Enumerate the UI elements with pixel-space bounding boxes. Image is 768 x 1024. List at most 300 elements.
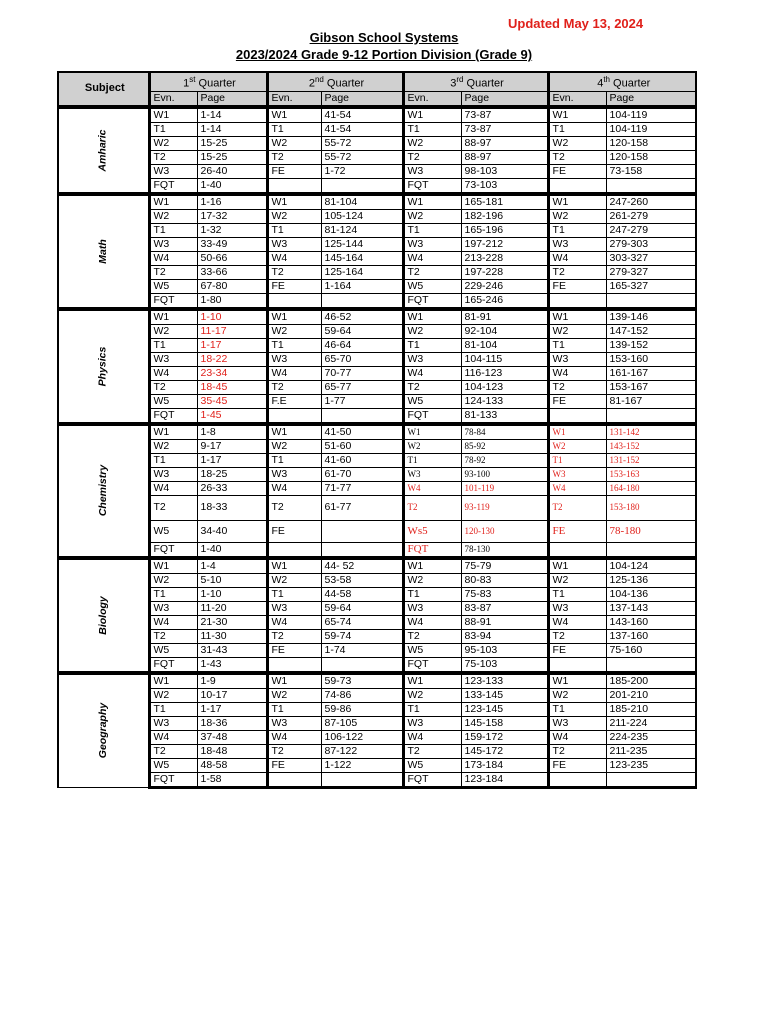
- evaluation-cell: W1: [403, 558, 461, 574]
- table-row: [58, 587, 696, 601]
- page-range-cell: 153-163: [606, 467, 696, 481]
- table-row: [58, 178, 696, 194]
- quarter-number: 1: [183, 77, 190, 90]
- page-range-cell: 59-73: [321, 673, 403, 689]
- evaluation-cell: W1: [267, 194, 321, 210]
- page-range-cell: 59-86: [321, 702, 403, 716]
- page-range-cell: 153-180: [606, 495, 696, 520]
- page-range-cell: [606, 657, 696, 673]
- evaluation-cell: FQT: [403, 772, 461, 787]
- page-range-cell: 1-10: [197, 587, 267, 601]
- page-range-cell: 81-167: [606, 394, 696, 408]
- evaluation-cell: W5: [149, 643, 197, 657]
- page-range-cell: 139-152: [606, 338, 696, 352]
- evaluation-cell: T2: [403, 265, 461, 279]
- evaluation-cell: FE: [267, 643, 321, 657]
- page-range-cell: 31-43: [197, 643, 267, 657]
- evaluation-cell: FE: [267, 164, 321, 178]
- evaluation-cell: FE: [548, 643, 606, 657]
- page-range-cell: 15-25: [197, 150, 267, 164]
- evaluation-cell: T1: [548, 223, 606, 237]
- page-range-cell: 18-33: [197, 495, 267, 520]
- table-row: [58, 453, 696, 467]
- evaluation-cell: W2: [548, 324, 606, 338]
- page-range-cell: 75-83: [461, 587, 548, 601]
- page-range-cell: 46-52: [321, 309, 403, 325]
- evaluation-cell: FE: [548, 279, 606, 293]
- evaluation-cell: W3: [548, 601, 606, 615]
- page-range-cell: 182-196: [461, 209, 548, 223]
- quarter-header-4: [548, 72, 696, 91]
- page-range-cell: 104-119: [606, 122, 696, 136]
- evaluation-cell: T2: [403, 150, 461, 164]
- page-range-cell: 26-33: [197, 481, 267, 495]
- evaluation-cell: FQT: [149, 542, 197, 558]
- page-range-cell: 35-45: [197, 394, 267, 408]
- page-range-cell: 81-91: [461, 309, 548, 325]
- evaluation-cell: W3: [149, 601, 197, 615]
- evaluation-cell: W3: [149, 237, 197, 251]
- evaluation-cell: W3: [267, 467, 321, 481]
- evaluation-cell: W4: [267, 366, 321, 380]
- evaluation-cell: W1: [149, 194, 197, 210]
- page-range-cell: 104-123: [461, 380, 548, 394]
- evaluation-cell: [267, 178, 321, 194]
- evaluation-cell: W1: [267, 424, 321, 440]
- page-range-cell: 279-327: [606, 265, 696, 279]
- evaluation-cell: T1: [403, 122, 461, 136]
- table-row: [58, 107, 696, 123]
- page-range-cell: 120-158: [606, 150, 696, 164]
- page-range-cell: 116-123: [461, 366, 548, 380]
- page-range-cell: 105-124: [321, 209, 403, 223]
- page-range-cell: 75-160: [606, 643, 696, 657]
- page-range-cell: 61-70: [321, 467, 403, 481]
- evaluation-cell: W4: [548, 730, 606, 744]
- evaluation-cell: FE: [548, 164, 606, 178]
- evaluation-cell: T1: [149, 338, 197, 352]
- evaluation-cell: T1: [267, 223, 321, 237]
- evaluation-cell: W4: [403, 251, 461, 265]
- table-row: [58, 164, 696, 178]
- quarter-header-row: [58, 72, 696, 91]
- evaluation-cell: T2: [403, 744, 461, 758]
- evaluation-cell: FQT: [149, 293, 197, 309]
- evaluation-cell: FE: [548, 520, 606, 542]
- page-range-cell: 1-164: [321, 279, 403, 293]
- evaluation-cell: FE: [267, 520, 321, 542]
- table-row: [58, 467, 696, 481]
- evaluation-cell: FQT: [403, 542, 461, 558]
- page-range-cell: 143-152: [606, 439, 696, 453]
- table-row: [58, 352, 696, 366]
- evaluation-cell: T1: [548, 338, 606, 352]
- evaluation-cell: [267, 542, 321, 558]
- table-row: [58, 293, 696, 309]
- table-row: [58, 150, 696, 164]
- evaluation-cell: W1: [149, 424, 197, 440]
- page-range-cell: 41-50: [321, 424, 403, 440]
- evaluation-cell: T1: [403, 702, 461, 716]
- page-range-cell: [606, 542, 696, 558]
- evaluation-cell: T2: [403, 629, 461, 643]
- page-range-cell: 10-17: [197, 688, 267, 702]
- evaluation-cell: FE: [548, 758, 606, 772]
- evaluation-cell: W4: [149, 615, 197, 629]
- page-range-cell: 131-142: [606, 424, 696, 440]
- page-range-cell: 104-115: [461, 352, 548, 366]
- table-row: [58, 408, 696, 424]
- page-range-cell: 133-145: [461, 688, 548, 702]
- page-range-cell: 88-97: [461, 150, 548, 164]
- evaluation-cell: W2: [403, 209, 461, 223]
- page-range-cell: 139-146: [606, 309, 696, 325]
- evn-header: Evn.: [267, 91, 321, 107]
- evaluation-cell: W1: [403, 194, 461, 210]
- evaluation-cell: W2: [267, 439, 321, 453]
- page-range-cell: 81-133: [461, 408, 548, 424]
- quarter-number: 2: [308, 77, 315, 90]
- evaluation-cell: [548, 772, 606, 787]
- quarter-ordinal: rd: [456, 75, 464, 84]
- table-row: [58, 673, 696, 689]
- table-row: [58, 520, 696, 542]
- evaluation-cell: T2: [149, 150, 197, 164]
- page-range-cell: 145-164: [321, 251, 403, 265]
- page-range-cell: 11-17: [197, 324, 267, 338]
- school-title: [0, 30, 768, 45]
- evaluation-cell: W3: [267, 716, 321, 730]
- evaluation-cell: W2: [149, 439, 197, 453]
- evaluation-cell: W5: [149, 394, 197, 408]
- page-range-cell: 88-97: [461, 136, 548, 150]
- page-range-cell: [321, 657, 403, 673]
- evaluation-cell: W3: [403, 164, 461, 178]
- evaluation-cell: W5: [403, 279, 461, 293]
- evaluation-cell: W1: [548, 673, 606, 689]
- evaluation-cell: W4: [548, 615, 606, 629]
- page-range-cell: 247-260: [606, 194, 696, 210]
- evaluation-cell: W2: [403, 136, 461, 150]
- evaluation-cell: W4: [548, 481, 606, 495]
- page-range-cell: 81-104: [321, 194, 403, 210]
- evaluation-cell: T2: [149, 495, 197, 520]
- page-range-cell: 65-77: [321, 380, 403, 394]
- evaluation-cell: [267, 657, 321, 673]
- page-range-cell: 123-145: [461, 702, 548, 716]
- page-range-cell: 1-14: [197, 122, 267, 136]
- page-range-cell: 104-124: [606, 558, 696, 574]
- quarter-label: Quarter: [323, 77, 365, 90]
- page-range-cell: 145-172: [461, 744, 548, 758]
- page-range-cell: 1-14: [197, 107, 267, 123]
- evaluation-cell: T1: [403, 453, 461, 467]
- evaluation-cell: W1: [403, 673, 461, 689]
- page-range-cell: 1-40: [197, 178, 267, 194]
- evaluation-cell: T1: [149, 223, 197, 237]
- page-range-cell: 81-124: [321, 223, 403, 237]
- page-range-cell: 120-130: [461, 520, 548, 542]
- evaluation-cell: [548, 408, 606, 424]
- evaluation-cell: W5: [149, 520, 197, 542]
- page-range-cell: 18-22: [197, 352, 267, 366]
- evaluation-cell: T1: [548, 122, 606, 136]
- evaluation-cell: W4: [267, 730, 321, 744]
- page-range-cell: 124-133: [461, 394, 548, 408]
- page-range-cell: 11-20: [197, 601, 267, 615]
- evaluation-cell: W3: [403, 352, 461, 366]
- table-row: [58, 702, 696, 716]
- quarter-ordinal: nd: [314, 75, 324, 84]
- page-range-cell: 46-64: [321, 338, 403, 352]
- page-range-cell: [606, 293, 696, 309]
- evaluation-cell: T2: [548, 265, 606, 279]
- evaluation-cell: T1: [548, 702, 606, 716]
- evaluation-cell: [267, 772, 321, 787]
- evaluation-cell: W3: [149, 352, 197, 366]
- evaluation-cell: T2: [403, 495, 461, 520]
- evaluation-cell: T1: [149, 702, 197, 716]
- page-range-cell: 53-58: [321, 573, 403, 587]
- table-row: [58, 481, 696, 495]
- quarter-number: 3: [450, 77, 457, 90]
- evn-header: Evn.: [548, 91, 606, 107]
- evaluation-cell: T2: [548, 629, 606, 643]
- document-subtitle: [0, 47, 768, 62]
- page-range-cell: 123-235: [606, 758, 696, 772]
- page-range-cell: 33-49: [197, 237, 267, 251]
- page-range-cell: 1-45: [197, 408, 267, 424]
- page-range-cell: 81-104: [461, 338, 548, 352]
- quarter-label: Quarter: [195, 77, 236, 90]
- evaluation-cell: W2: [267, 324, 321, 338]
- subject-name: Physics: [96, 346, 109, 387]
- page-range-cell: [606, 408, 696, 424]
- table-row: [58, 688, 696, 702]
- page-range-cell: 51-60: [321, 439, 403, 453]
- evaluation-cell: W3: [403, 601, 461, 615]
- table-row: [58, 573, 696, 587]
- page-range-cell: 83-87: [461, 601, 548, 615]
- page-range-cell: 106-122: [321, 730, 403, 744]
- page-range-cell: 137-143: [606, 601, 696, 615]
- evaluation-cell: W2: [149, 688, 197, 702]
- evaluation-cell: W3: [548, 467, 606, 481]
- evaluation-cell: W2: [548, 573, 606, 587]
- page-range-cell: [606, 178, 696, 194]
- evaluation-cell: W3: [149, 716, 197, 730]
- subject-name: Math: [96, 238, 109, 264]
- evaluation-cell: W4: [403, 481, 461, 495]
- page-range-cell: 1-17: [197, 338, 267, 352]
- subject-cell: [58, 194, 149, 309]
- subject-name: Amharic: [96, 129, 109, 172]
- page-range-cell: [321, 520, 403, 542]
- page-range-cell: 75-103: [461, 657, 548, 673]
- evaluation-cell: W2: [403, 573, 461, 587]
- evaluation-cell: FQT: [403, 408, 461, 424]
- page-range-cell: 164-180: [606, 481, 696, 495]
- page-range-cell: 1-8: [197, 424, 267, 440]
- page-range-cell: 1-58: [197, 772, 267, 787]
- page-range-cell: 78-84: [461, 424, 548, 440]
- evaluation-cell: W3: [149, 164, 197, 178]
- evaluation-cell: T2: [267, 265, 321, 279]
- evaluation-cell: W1: [267, 558, 321, 574]
- evaluation-cell: W2: [149, 573, 197, 587]
- page-range-cell: 161-167: [606, 366, 696, 380]
- page-range-cell: [321, 178, 403, 194]
- evaluation-cell: T2: [548, 150, 606, 164]
- quarter-header-1: [149, 72, 267, 91]
- page-range-cell: 1-74: [321, 643, 403, 657]
- page-range-cell: 87-122: [321, 744, 403, 758]
- evaluation-cell: FQT: [149, 772, 197, 787]
- table-row: [58, 558, 696, 574]
- evaluation-cell: W4: [267, 615, 321, 629]
- page-range-cell: 153-160: [606, 352, 696, 366]
- evaluation-cell: W4: [149, 481, 197, 495]
- evaluation-cell: W4: [548, 366, 606, 380]
- page-range-cell: 85-92: [461, 439, 548, 453]
- page-range-cell: 21-30: [197, 615, 267, 629]
- page-range-cell: 75-79: [461, 558, 548, 574]
- school-title-text: Gibson School Systems: [309, 30, 459, 45]
- evaluation-cell: [548, 542, 606, 558]
- table-row: [58, 209, 696, 223]
- page-range-cell: 88-91: [461, 615, 548, 629]
- page-range-cell: 211-224: [606, 716, 696, 730]
- evaluation-cell: W1: [403, 424, 461, 440]
- page-range-cell: 50-66: [197, 251, 267, 265]
- evaluation-cell: T1: [267, 587, 321, 601]
- evaluation-cell: W1: [267, 673, 321, 689]
- page-range-cell: 1-32: [197, 223, 267, 237]
- evaluation-cell: T1: [267, 453, 321, 467]
- page-range-cell: 1-77: [321, 394, 403, 408]
- page-range-cell: 73-87: [461, 122, 548, 136]
- page-range-cell: 73-103: [461, 178, 548, 194]
- evaluation-cell: FQT: [149, 178, 197, 194]
- evaluation-cell: T1: [403, 587, 461, 601]
- table-row: [58, 279, 696, 293]
- page-range-cell: 18-48: [197, 744, 267, 758]
- page-range-cell: 70-77: [321, 366, 403, 380]
- evaluation-cell: T1: [149, 453, 197, 467]
- page-header: Page: [321, 91, 403, 107]
- evaluation-cell: W4: [548, 251, 606, 265]
- evaluation-cell: W5: [403, 758, 461, 772]
- page-range-cell: 65-70: [321, 352, 403, 366]
- page-range-cell: 93-100: [461, 467, 548, 481]
- page-range-cell: 143-160: [606, 615, 696, 629]
- page-range-cell: 1-17: [197, 702, 267, 716]
- subject-header: Subject: [58, 72, 149, 107]
- page-range-cell: 18-36: [197, 716, 267, 730]
- page-range-cell: [321, 772, 403, 787]
- page-range-cell: 78-180: [606, 520, 696, 542]
- subject-cell: [58, 558, 149, 673]
- quarter-ordinal: st: [189, 75, 196, 84]
- subject-name: Geography: [96, 702, 109, 759]
- evaluation-cell: W4: [403, 730, 461, 744]
- evaluation-cell: T2: [149, 744, 197, 758]
- evaluation-cell: T1: [149, 122, 197, 136]
- evaluation-cell: T2: [267, 744, 321, 758]
- page-range-cell: 1-4: [197, 558, 267, 574]
- evaluation-cell: FE: [267, 279, 321, 293]
- evaluation-cell: W3: [403, 237, 461, 251]
- evaluation-cell: W3: [267, 352, 321, 366]
- evaluation-cell: W1: [149, 558, 197, 574]
- table-row: [58, 744, 696, 758]
- page-header: Page: [461, 91, 548, 107]
- page-range-cell: 197-228: [461, 265, 548, 279]
- table-row: [58, 251, 696, 265]
- page-range-cell: 87-105: [321, 716, 403, 730]
- table-row: [58, 366, 696, 380]
- evaluation-cell: T1: [548, 587, 606, 601]
- evaluation-cell: W3: [403, 716, 461, 730]
- page-range-cell: 18-25: [197, 467, 267, 481]
- page-range-cell: 17-32: [197, 209, 267, 223]
- evaluation-cell: T1: [267, 338, 321, 352]
- page-range-cell: 211-235: [606, 744, 696, 758]
- table-row: [58, 338, 696, 352]
- page-range-cell: 44- 52: [321, 558, 403, 574]
- page-range-cell: 147-152: [606, 324, 696, 338]
- evaluation-cell: W2: [149, 324, 197, 338]
- page-range-cell: 78-92: [461, 453, 548, 467]
- evaluation-cell: T2: [267, 495, 321, 520]
- evaluation-cell: W3: [548, 352, 606, 366]
- page-range-cell: 41-60: [321, 453, 403, 467]
- evaluation-cell: W2: [267, 573, 321, 587]
- evaluation-cell: W1: [149, 107, 197, 123]
- page-range-cell: 55-72: [321, 136, 403, 150]
- table-row: [58, 223, 696, 237]
- table-row: [58, 439, 696, 453]
- page-range-cell: 1-16: [197, 194, 267, 210]
- page-range-cell: 120-158: [606, 136, 696, 150]
- evaluation-cell: W3: [548, 237, 606, 251]
- subject-name: Chemistry: [96, 464, 109, 517]
- page-range-cell: 101-119: [461, 481, 548, 495]
- quarter-label: Quarter: [463, 77, 504, 90]
- evaluation-cell: T1: [548, 453, 606, 467]
- page-header: Page: [197, 91, 267, 107]
- evaluation-cell: W1: [403, 107, 461, 123]
- evaluation-cell: W2: [267, 688, 321, 702]
- evn-header: Evn.: [403, 91, 461, 107]
- table-row: [58, 394, 696, 408]
- quarter-header-3: [403, 72, 548, 91]
- page-range-cell: 78-130: [461, 542, 548, 558]
- evaluation-cell: T2: [149, 380, 197, 394]
- evaluation-cell: W4: [149, 730, 197, 744]
- evaluation-cell: W2: [548, 209, 606, 223]
- page-range-cell: [321, 542, 403, 558]
- subject-cell: [58, 309, 149, 424]
- table-row: [58, 380, 696, 394]
- page-range-cell: 55-72: [321, 150, 403, 164]
- page-range-cell: 95-103: [461, 643, 548, 657]
- portion-table: [57, 71, 697, 789]
- evaluation-cell: W2: [548, 439, 606, 453]
- page-range-cell: 165-246: [461, 293, 548, 309]
- table-row: [58, 657, 696, 673]
- page-range-cell: 104-136: [606, 587, 696, 601]
